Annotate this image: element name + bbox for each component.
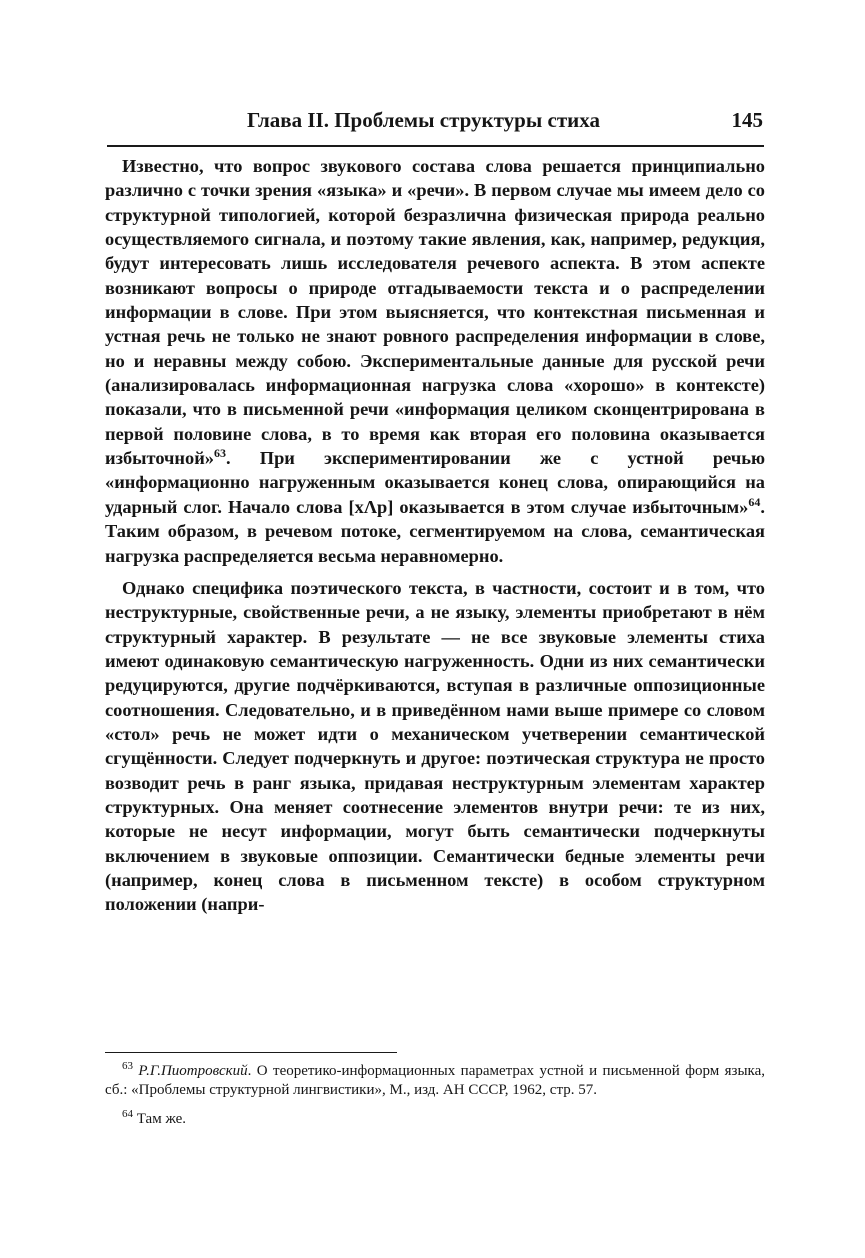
- footnote-63-text: . О теоретико-информационных параметрах устной и письменной форм языка, сб.: «Проблемы структурной лингвистики», М., изд. АН СССР, 1962, стр. 57.: [105, 1063, 765, 1098]
- page-number: 145: [731, 108, 763, 132]
- paragraph-1-part-1: Известно, что вопрос звукового состава слова решается принципиально различно с точки зрения «языка» и «речи». В первом случае мы имеем дело со структурной типологией, которой безразлична физическая природа реально осуществляемого сигнала, и поэтому такие явления, как, например, редукция, будут интересовать лишь исследователя речевого аспекта. В этом аспекте возникают вопросы о природе отгадываемости текста и о распределении информации в слове. При этом выясняется, что контекстная письменная и устная речь не только не знают ровного распределения информации в слове, но и неравны между собою. Экспериментальные данные для русской речи (анализировалась информационная нагрузка слова «хорошо» в контексте) показали, что в письменной речи «информация целиком сконцентрирована в первой половине слова, в то время как вторая его половина оказывается избыточной»: [105, 156, 765, 469]
- footnote-63-author: Р.Г.Пиотровский: [138, 1063, 248, 1079]
- paragraph-1-part-2: . При экспериментировании же с устной речью «информационно нагруженным оказывается конец слова, опирающийся на ударный слог. Начало слова [хΛр] оказывается в этом случае избыточным»: [105, 448, 765, 517]
- header-rule: [107, 145, 764, 147]
- footnotes: [105, 1062, 765, 1129]
- footnote-63: [105, 1062, 765, 1100]
- footnote-ref-64: 64: [748, 494, 761, 509]
- footnote-ref-63: 63: [214, 446, 227, 461]
- paragraph-2: Однако специфика поэтического текста, в частности, состоит и в том, что неструктурные, свойственные речи, а не языку, элементы приобретают в нём структурный характер. В результате — не все звуковые элементы стиха имеют одинаковую семантическую нагруженность. Одни из них семантически редуцируются, другие подчёркиваются, вступая в различные оппозиционные соотношения. Следовательно, и в приведённом нами выше примере со словом «стол» речь не может идти о механическом учетверении семантической сгущённости. Следует подчеркнуть и другое: поэтическая структура не просто возводит речь в ранг языка, придавая неструктурным элементам характер структурных. Она меняет соотнесение элементов внутри речи: те из них, которые не несут информации, могут быть семантически подчеркнуты включением в звуковые оппозиции. Семантически бедные элементы речи (например, конец слова в письменном тексте) в особом структурном положении (напри-: [105, 577, 765, 915]
- paragraph-1-part-3: . Таким образом, в речевом потоке, сегментируемом на слова, семантическая нагрузка распределяется весьма неравномерно.: [105, 496, 765, 566]
- footnote-63-number: 63: [122, 1060, 133, 1072]
- footnote-rule: [105, 1052, 397, 1053]
- main-text: [105, 154, 765, 917]
- paragraph-1: [105, 154, 765, 568]
- footnote-64-text: Там же.: [136, 1111, 187, 1127]
- footnote-64-number: 64: [122, 1108, 133, 1120]
- footnote-64: [105, 1110, 765, 1129]
- running-head: [105, 108, 765, 138]
- chapter-title: Глава II. Проблемы структуры стиха: [247, 108, 600, 132]
